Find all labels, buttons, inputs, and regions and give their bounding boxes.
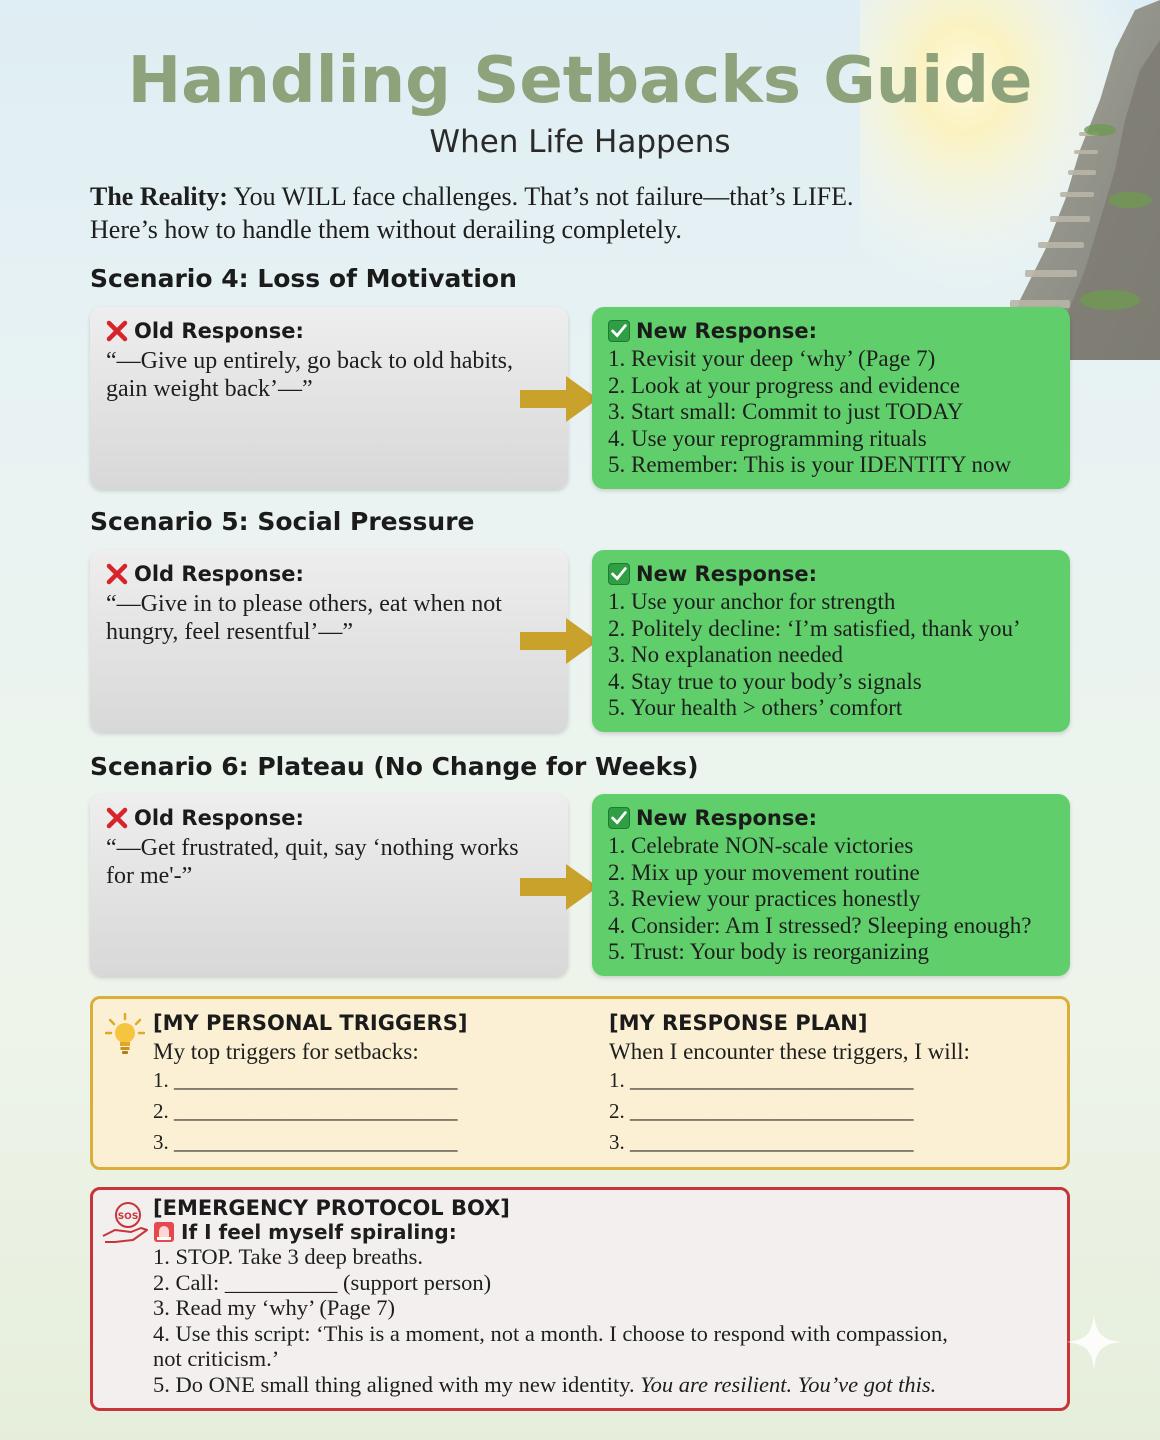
page-subtitle: When Life Happens — [429, 124, 731, 160]
list-item: 4. Stay true to your body’s signals — [608, 668, 922, 694]
list-item: 5. Trust: Your body is reorganizing — [608, 939, 929, 964]
reality-line-2: Here’s how to handle them without derailing completely. — [90, 215, 682, 244]
list-item — [153, 1372, 1063, 1398]
emergency-protocol-box — [90, 1187, 1070, 1411]
list-item: 1. STOP. Take 3 deep breaths. — [153, 1244, 424, 1269]
old-response-text: “—Give up entirely, go back to old habits, gain weight back’—” — [106, 348, 514, 402]
old-response-label: Old Response: — [134, 562, 304, 586]
list-item: 4. Use this script: ‘This is a moment, not a month. I choose to respond with compassion, — [153, 1320, 948, 1346]
list-item: 2. Mix up your movement routine — [608, 859, 920, 885]
emergency-content — [153, 1196, 1063, 1397]
trigger-blank-3[interactable]: 3. ___________________________ — [153, 1130, 458, 1154]
list-item: 3. Start small: Commit to just TODAY — [608, 399, 964, 424]
trigger-blank-2[interactable]: 2. ___________________________ — [153, 1099, 458, 1123]
new-response-label: New Response: — [636, 319, 817, 343]
old-response-text: “—Get frustrated, quit, say ‘nothing works for me'-” — [106, 835, 519, 889]
emergency-subtitle: If I feel myself spiraling: — [181, 1220, 457, 1244]
resilience-affirmation: You are resilient. You’ve got this. — [640, 1371, 937, 1397]
sparkle-icon — [1062, 1310, 1126, 1374]
list-item: 4. Consider: Am I stressed? Sleeping enough? — [608, 912, 1032, 938]
response-plan-title: [MY RESPONSE PLAN] — [609, 1011, 868, 1035]
list-item: 3. No explanation needed — [608, 642, 844, 667]
reality-line-1: You WILL face challenges. That’s not failure—that’s LIFE. — [227, 182, 854, 211]
sos-hand-icon — [101, 1200, 151, 1246]
arrow-right-icon — [520, 616, 600, 666]
scenario-4-old-response-box — [90, 307, 568, 489]
list-item: 2. Politely decline: ‘I’m satisfied, thank you’ — [608, 615, 1021, 641]
list-item: 2. Call: __________ (support person) — [153, 1269, 492, 1295]
reality-label: The Reality: — [90, 182, 228, 211]
list-item: 3. Review your practices honestly — [608, 886, 921, 911]
plan-blank-2[interactable]: 2. ___________________________ — [609, 1099, 914, 1123]
list-item: 1. Revisit your deep ‘why’ (Page 7) — [608, 346, 936, 371]
arrow-right-icon — [520, 862, 600, 912]
plan-blank-1[interactable]: 1. ___________________________ — [609, 1068, 914, 1092]
green-check-icon — [608, 320, 630, 342]
list-item: not criticism.’ — [153, 1346, 280, 1371]
list-item: 1. Use your anchor for strength — [608, 589, 896, 614]
red-x-icon — [106, 807, 128, 829]
emergency-steps — [153, 1244, 1063, 1397]
step5-text: 5. Do ONE small thing aligned with my new identity. — [153, 1371, 641, 1397]
list-item: 5. Your health > others’ comfort — [608, 695, 903, 720]
red-x-icon — [106, 563, 128, 585]
old-response-label: Old Response: — [134, 319, 304, 343]
scenario-5-new-response-box — [592, 550, 1070, 732]
scenario-6-title: Scenario 6: Plateau (No Change for Weeks) — [90, 752, 699, 781]
green-check-icon — [608, 563, 630, 585]
old-response-text: “—Give in to please others, eat when not hungry, feel resentful’—” — [106, 591, 502, 645]
scenario-6-new-response-box — [592, 794, 1070, 976]
list-item: 3. Read my ‘why’ (Page 7) — [153, 1295, 396, 1320]
red-x-icon — [106, 320, 128, 342]
list-item: 1. Celebrate NON-scale victories — [608, 833, 914, 858]
scenario-4-title: Scenario 4: Loss of Motivation — [90, 264, 517, 293]
new-response-label: New Response: — [636, 806, 817, 830]
new-response-label: New Response: — [636, 562, 817, 586]
plan-blank-3[interactable]: 3. ___________________________ — [609, 1130, 914, 1154]
triggers-column — [153, 1011, 573, 1158]
response-plan-prompt: When I encounter these triggers, I will: — [609, 1039, 970, 1064]
siren-icon — [153, 1221, 175, 1243]
new-response-steps — [608, 833, 1054, 966]
new-response-steps — [608, 589, 1054, 722]
emergency-subtitle-row — [153, 1220, 1063, 1244]
sos-label: SOS — [117, 1212, 139, 1222]
lightbulb-icon — [105, 1013, 145, 1057]
green-check-icon — [608, 807, 630, 829]
list-item: 4. Use your reprogramming rituals — [608, 425, 927, 451]
triggers-title: [MY PERSONAL TRIGGERS] — [153, 1011, 468, 1035]
list-item: 2. Look at your progress and evidence — [608, 372, 960, 398]
personal-triggers-box — [90, 996, 1070, 1170]
scenario-5-title: Scenario 5: Social Pressure — [90, 507, 475, 536]
page-title: Handling Setbacks Guide — [127, 44, 1033, 118]
new-response-steps — [608, 346, 1054, 479]
scenario-5-old-response-box — [90, 550, 568, 732]
trigger-blank-1[interactable]: 1. ___________________________ — [153, 1068, 458, 1092]
list-item: 5. Remember: This is your IDENTITY now — [608, 452, 1012, 477]
reality-statement — [90, 180, 970, 246]
arrow-right-icon — [520, 374, 600, 424]
emergency-title: [EMERGENCY PROTOCOL BOX] — [153, 1196, 510, 1220]
scenario-4-new-response-box — [592, 307, 1070, 489]
old-response-label: Old Response: — [134, 806, 304, 830]
scenario-6-old-response-box — [90, 794, 568, 976]
triggers-prompt: My top triggers for setbacks: — [153, 1039, 419, 1064]
response-plan-column — [609, 1011, 1059, 1158]
